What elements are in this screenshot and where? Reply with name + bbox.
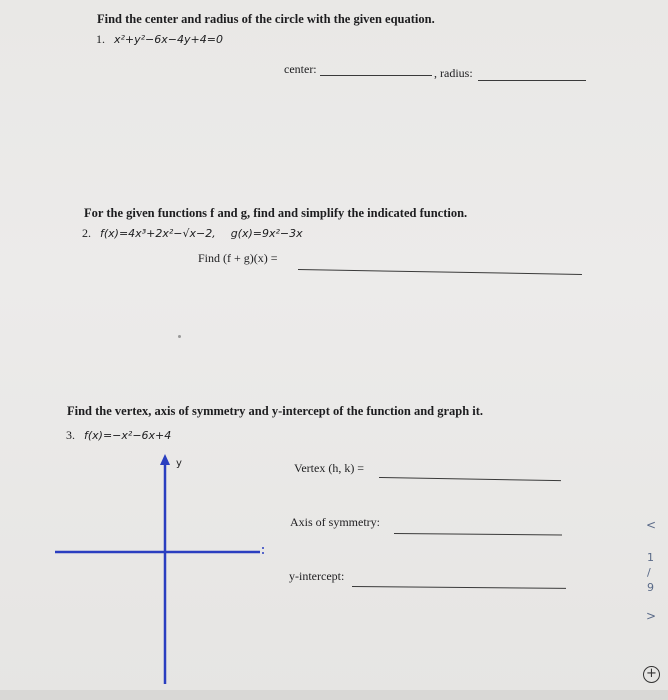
x-axis-mark [262, 552, 264, 554]
page-separator: / [647, 566, 651, 579]
page-bottom-edge [0, 690, 668, 700]
yint-label: y-intercept: [289, 569, 345, 583]
problem-1-number: 1. [96, 32, 105, 46]
x-axis-mark [262, 547, 264, 549]
problem-2 [82, 226, 303, 241]
problem-3-number: 3. [66, 428, 75, 442]
problem-1-equation: x²+y²−6x−4y+4=0 [114, 33, 223, 46]
total-pages: 9 [647, 581, 654, 594]
center-label: center: [284, 62, 317, 76]
sum-answer-line[interactable] [298, 269, 582, 275]
axis-answer-line[interactable] [394, 533, 562, 535]
add-icon[interactable]: + [643, 666, 660, 683]
chevron-up-icon[interactable]: < [646, 518, 657, 532]
current-page: 1 [647, 551, 654, 564]
g-definition: g(x)=9x²−3x [230, 227, 303, 240]
problem-2-number: 2. [82, 226, 91, 240]
y-axis-arrow [160, 454, 170, 465]
chevron-down-icon[interactable]: > [646, 609, 657, 623]
problem-1 [96, 32, 223, 47]
f-definition: f(x)=4x³+2x²−√x−2, [100, 227, 216, 240]
coordinate-axes[interactable] [55, 452, 270, 684]
y-axis-label: y [176, 458, 182, 469]
vertex-answer-line[interactable] [379, 477, 561, 481]
section2-title: For the given functions f and g, find and simplify the indicated function. [84, 206, 468, 220]
vertex-label: Vertex (h, k) = [294, 461, 365, 475]
radius-answer-line[interactable] [478, 80, 586, 81]
problem-3 [66, 428, 171, 443]
axis-label: Axis of symmetry: [290, 515, 380, 529]
section1-title: Find the center and radius of the circle with the given equation. [97, 12, 435, 26]
speck [178, 335, 181, 338]
problem-3-function: f(x)=−x²−6x+4 [84, 429, 172, 442]
yint-answer-line[interactable] [352, 586, 566, 589]
center-answer-line[interactable] [320, 75, 432, 76]
radius-label: , radius: [434, 66, 473, 80]
section3-title: Find the vertex, axis of symmetry and y-intercept of the function and graph it. [67, 404, 484, 418]
find-label: Find (f + g)(x) = [198, 251, 278, 265]
